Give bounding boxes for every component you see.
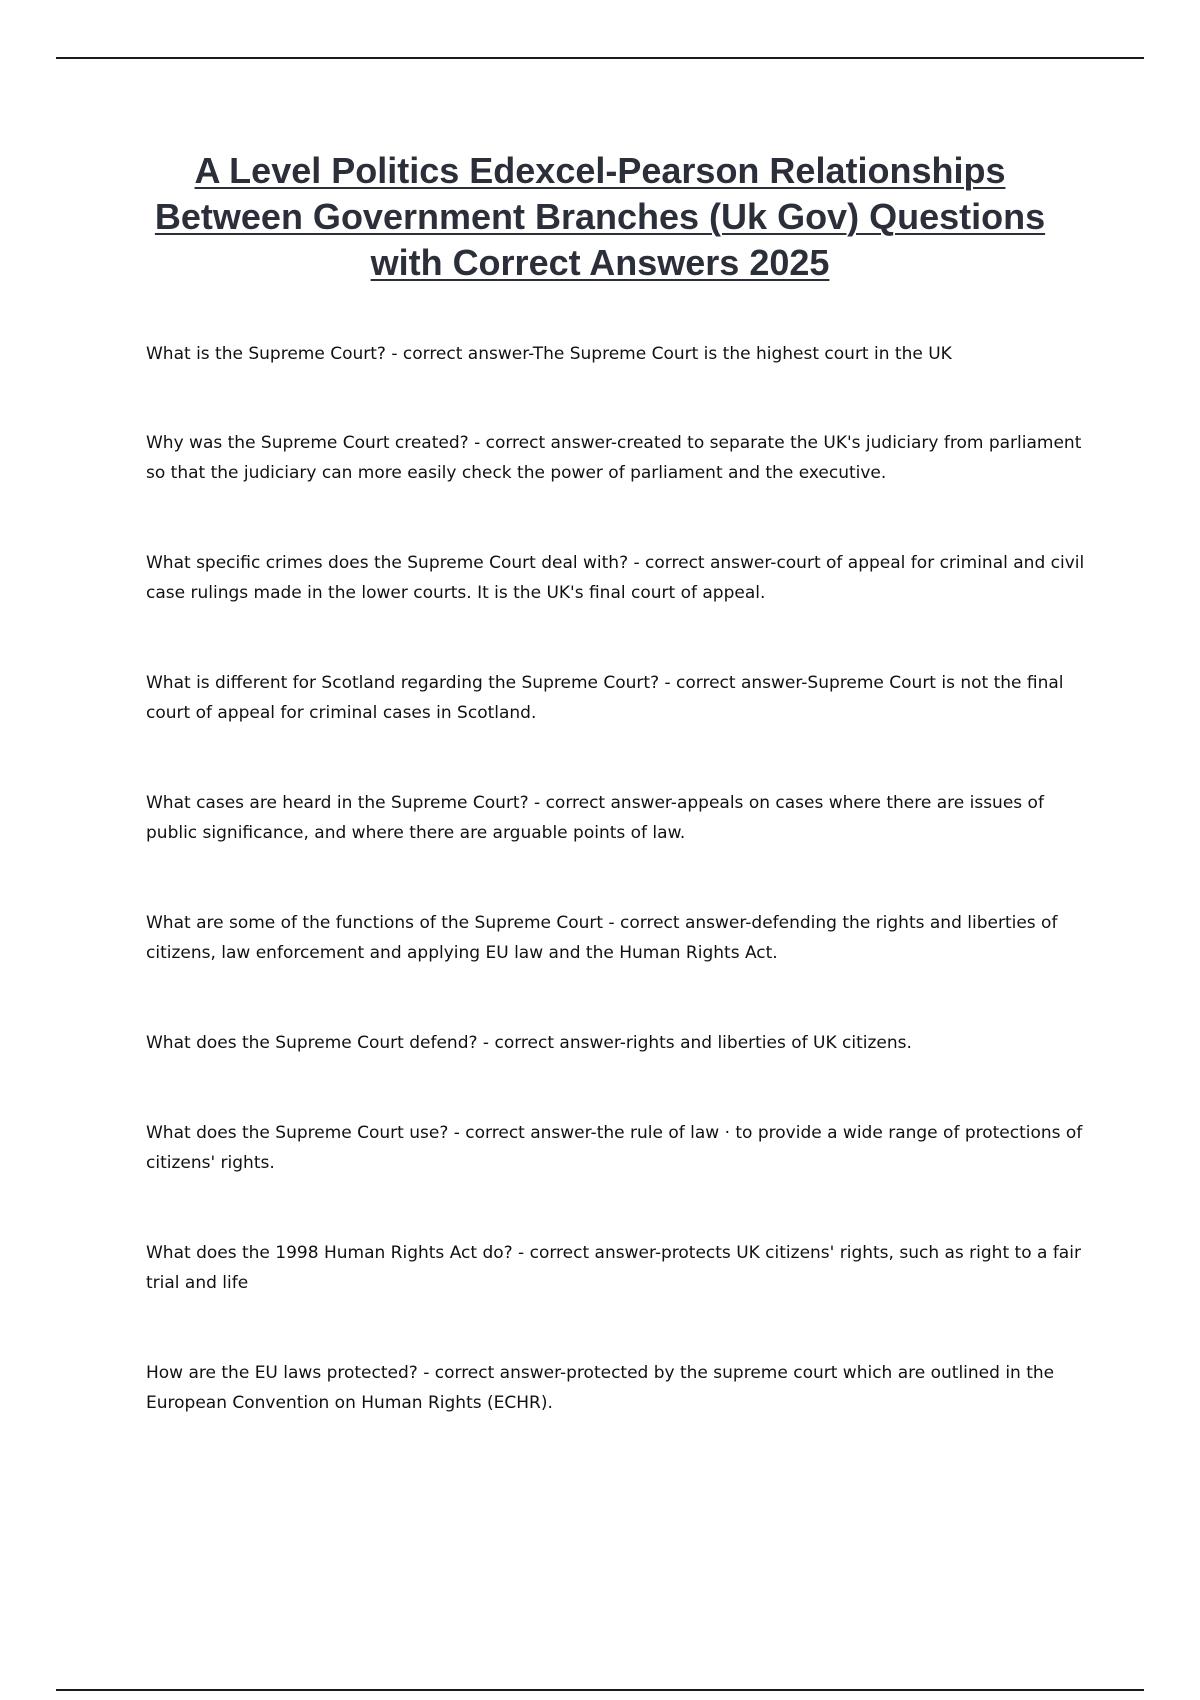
question-text: Why was the Supreme Court created? [146, 433, 469, 453]
answer-text: the rule of law · to provide a wide range of protections of citizens' rights. [146, 1123, 1083, 1173]
qa-item [146, 1238, 1096, 1298]
question-text: What specific crimes does the Supreme Court deal with? [146, 553, 629, 573]
answer-separator: - correct answer- [628, 553, 777, 573]
answer-text: defending the rights and liberties of citizens, law enforcement and applying EU law and the Human Rights Act. [146, 913, 1058, 963]
answer-separator: - correct answer- [385, 344, 533, 364]
top-divider [56, 57, 1144, 59]
question-text: What are some of the functions of the Supreme Court [146, 913, 604, 933]
answer-separator: - correct answer- [448, 1123, 597, 1143]
bottom-divider [56, 1689, 1144, 1691]
answer-text: The Supreme Court is the highest court in the UK [532, 344, 952, 364]
answer-separator: - correct answer- [659, 673, 808, 693]
qa-item [146, 548, 1096, 608]
answer-text: created to separate the UK's judiciary from parliament so that the judiciary can more easily check the power of parliament and the executive. [146, 433, 1082, 483]
answer-text: protected by the supreme court which are outlined in the European Convention on Human Rights (ECHR). [146, 1363, 1055, 1413]
question-text: What is the Supreme Court? [146, 344, 386, 364]
qa-item [146, 1358, 1096, 1418]
question-text: What does the Supreme Court use? [146, 1123, 449, 1143]
qa-item [146, 1028, 1096, 1058]
answer-separator: - correct answer- [468, 433, 617, 453]
question-text: What does the 1998 Human Rights Act do? [146, 1243, 513, 1263]
answer-separator: - correct answer- [417, 1363, 567, 1383]
qa-item [146, 908, 1096, 968]
answer-separator: - correct answer- [512, 1243, 661, 1263]
answer-separator: - correct answer- [603, 913, 752, 933]
qa-item [146, 1118, 1096, 1178]
document-title: A Level Politics Edexcel-Pearson Relationships Between Government Branches (Uk Gov) Questions with Correct Answers 2025 [154, 150, 1046, 283]
answer-text: court of appeal for criminal and civil case rulings made in the lower courts. It is the UK's final court of appeal. [146, 553, 1085, 603]
answer-text: protects UK citizens' rights, such as right to a fair trial and life [146, 1243, 1081, 1293]
answer-text: rights and liberties of UK citizens. [625, 1033, 912, 1053]
qa-item [146, 668, 1096, 728]
answer-separator: - correct answer- [477, 1033, 626, 1053]
question-text: How are the EU laws protected? [146, 1363, 418, 1383]
question-text: What does the Supreme Court defend? [146, 1033, 478, 1053]
qa-item [146, 339, 1096, 369]
question-text: What is different for Scotland regarding the Supreme Court? [146, 673, 660, 693]
answer-text: appeals on cases where there are issues of public significance, and where there are arguable points of law. [146, 793, 1044, 843]
qa-item [146, 788, 1096, 848]
question-text: What cases are heard in the Supreme Court? [146, 793, 529, 813]
answer-separator: - correct answer- [528, 793, 677, 813]
answer-text: Supreme Court is not the final court of appeal for criminal cases in Scotland. [146, 673, 1064, 723]
qa-item [146, 428, 1096, 488]
